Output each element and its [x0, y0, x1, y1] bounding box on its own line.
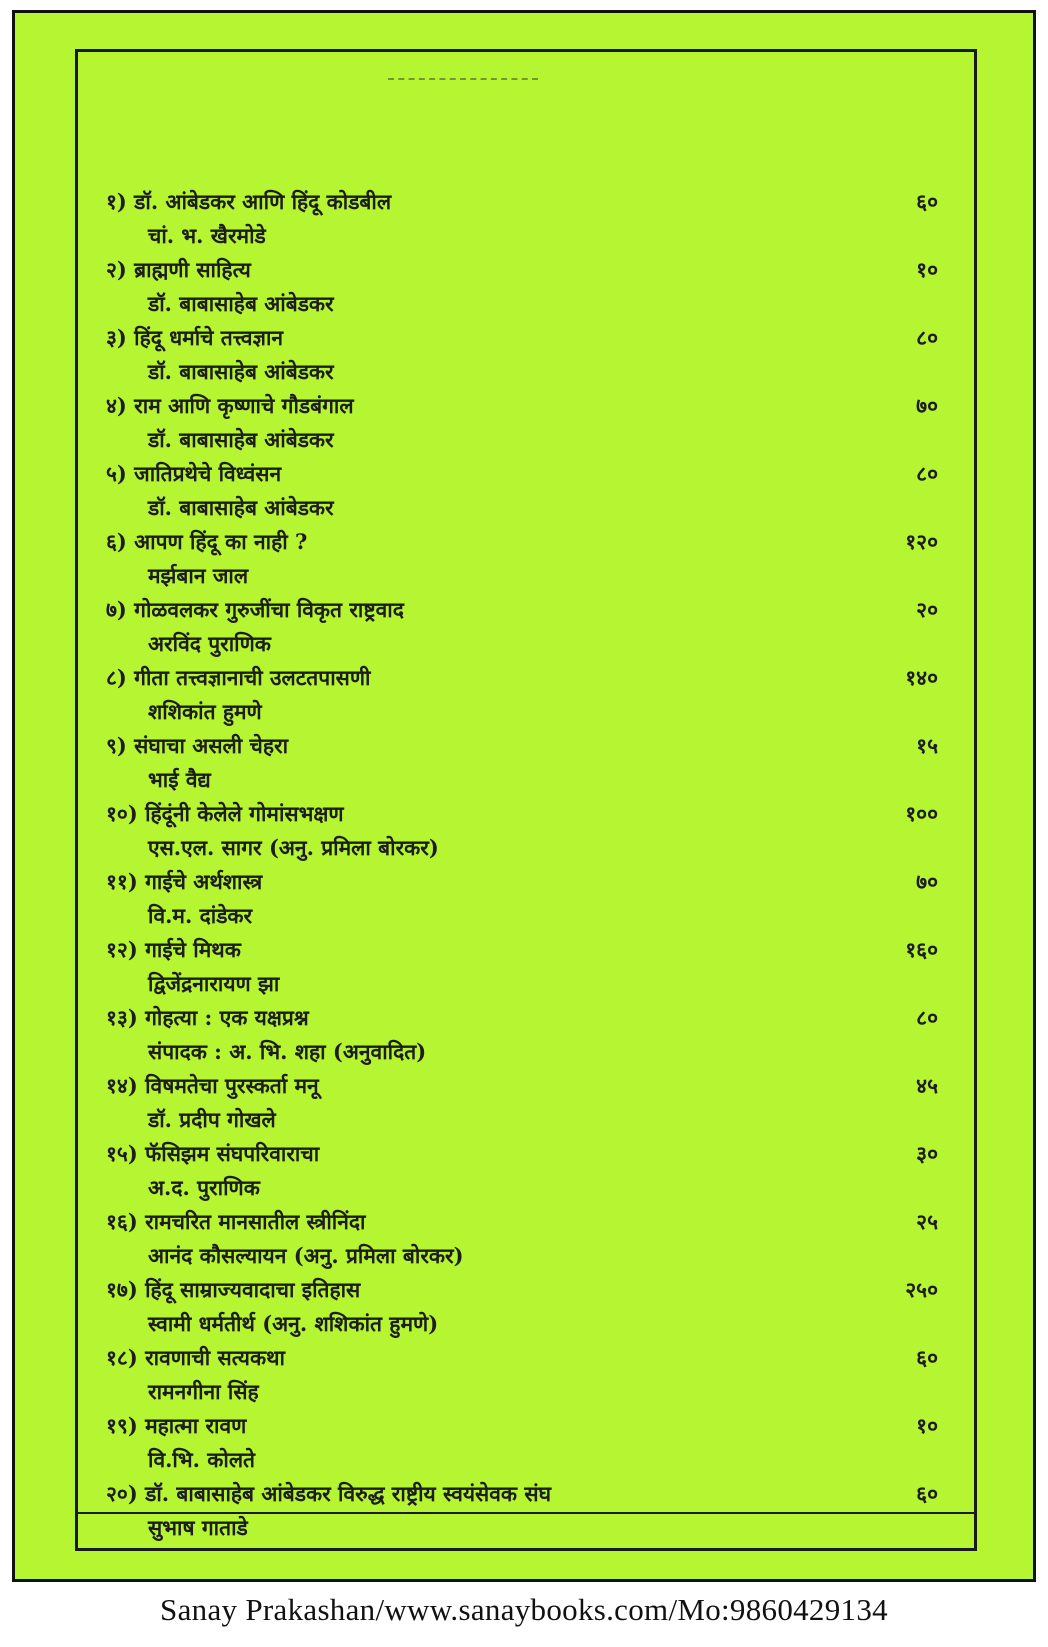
book-title: ७) गोळवलकर गुरुजींचा विकृत राष्ट्रवाद — [106, 597, 404, 622]
book-author: डॉ. बाबासाहेब आंबेडकर — [148, 359, 334, 384]
book-entry — [106, 460, 938, 528]
book-author: डॉ. बाबासाहेब आंबेडकर — [148, 291, 334, 316]
book-title: ९) संघाचा असली चेहरा — [106, 733, 289, 758]
book-entry — [106, 1140, 938, 1208]
book-entry — [106, 528, 938, 596]
book-price: १२० — [905, 529, 938, 554]
book-price: १० — [916, 1413, 938, 1438]
book-price: ७० — [916, 869, 938, 894]
book-price: १० — [916, 257, 938, 282]
book-price: २५० — [905, 1277, 938, 1302]
book-author: अरविंद पुराणिक — [148, 631, 271, 656]
book-title: १) डॉ. आंबेडकर आणि हिंदू कोडबील — [106, 189, 392, 214]
frame-divider — [78, 1512, 974, 1514]
book-entry — [106, 1004, 938, 1072]
book-title: १२) गाईचे मिथक — [106, 937, 241, 962]
book-entry — [106, 1072, 938, 1140]
book-author: सुभाष गाताडे — [148, 1515, 248, 1540]
book-title: १०) हिंदूंनी केलेले गोमांसभक्षण — [106, 801, 344, 826]
book-author: भाई वैद्य — [148, 767, 211, 792]
book-price: ८० — [916, 1005, 938, 1030]
book-title: २) ब्राह्मणी साहित्य — [106, 257, 251, 282]
book-entry — [106, 392, 938, 460]
content-frame — [75, 49, 977, 1551]
book-author: डॉ. बाबासाहेब आंबेडकर — [148, 495, 334, 520]
book-price: ६० — [916, 1481, 938, 1506]
book-price: ३० — [916, 1141, 938, 1166]
book-entry — [106, 324, 938, 392]
book-author: द्विजेंद्रनारायण झा — [148, 971, 280, 996]
book-price: २० — [916, 597, 938, 622]
book-title: २०) डॉ. बाबासाहेब आंबेडकर विरुद्ध राष्ट्रीय स्वयंसेवक संघ — [106, 1481, 551, 1506]
book-title: ५) जातिप्रथेचे विध्वंसन — [106, 461, 282, 486]
book-author: वि.म. दांडेकर — [148, 903, 253, 928]
book-entry — [106, 1344, 938, 1412]
book-price: १६० — [905, 937, 938, 962]
book-price: १०० — [905, 801, 938, 826]
book-author: संपादक : अ. भि. शहा (अनुवादित) — [148, 1039, 427, 1064]
book-title: ४) राम आणि कृष्णाचे गौडबंगाल — [106, 393, 354, 418]
book-entry — [106, 936, 938, 1004]
book-title: १३) गोहत्या : एक यक्षप्रश्न — [106, 1005, 309, 1030]
book-price: ७० — [916, 393, 938, 418]
book-author: डॉ. प्रदीप गोखले — [148, 1107, 276, 1132]
top-ornament — [388, 78, 538, 80]
book-entry — [106, 1208, 938, 1276]
book-entry — [106, 732, 938, 800]
book-author: मर्झबान जाल — [148, 563, 249, 588]
book-entry — [106, 188, 938, 256]
book-price: ८० — [916, 461, 938, 486]
book-author: वि.भि. कोलते — [148, 1447, 256, 1472]
publisher-footer: Sanay Prakashan/www.sanaybooks.com/Mo:9860429134 — [160, 1592, 888, 1627]
book-price: १५ — [916, 733, 938, 758]
book-entry — [106, 868, 938, 936]
book-title: १९) महात्मा रावण — [106, 1413, 247, 1438]
book-price: ६० — [916, 1345, 938, 1370]
book-entry — [106, 664, 938, 732]
book-author: शशिकांत हुमणे — [148, 699, 262, 724]
book-entry — [106, 596, 938, 664]
book-title: १५) फॅसिझम संघपरिवाराचा — [106, 1141, 320, 1166]
book-price: ८० — [916, 325, 938, 350]
book-entry — [106, 256, 938, 324]
book-author: रामनगीना सिंह — [148, 1379, 259, 1404]
book-price: २५ — [916, 1209, 938, 1234]
book-price: ४५ — [916, 1073, 938, 1098]
book-price: ६० — [916, 189, 938, 214]
book-title: १८) रावणाची सत्यकथा — [106, 1345, 285, 1370]
book-title: १७) हिंदू साम्राज्यवादाचा इतिहास — [106, 1277, 361, 1302]
book-title: ६) आपण हिंदू का नाही ? — [106, 529, 308, 554]
book-title: १४) विषमतेचा पुरस्कर्ता मनू — [106, 1073, 319, 1098]
book-author: आनंद कौसल्यायन (अनु. प्रमिला बोरकर) — [148, 1243, 464, 1268]
book-back-cover — [12, 10, 1036, 1582]
book-author: डॉ. बाबासाहेब आंबेडकर — [148, 427, 334, 452]
book-title: ११) गाईचे अर्थशास्त्र — [106, 869, 263, 894]
book-price: १४० — [905, 665, 938, 690]
book-entry — [106, 1480, 938, 1548]
book-author: एस.एल. सागर (अनु. प्रमिला बोरकर) — [148, 835, 439, 860]
book-entry — [106, 1276, 938, 1344]
book-list — [106, 188, 938, 1548]
book-title: ८) गीता तत्त्वज्ञानाची उलटतपासणी — [106, 665, 371, 690]
book-author: अ.द. पुराणिक — [148, 1175, 260, 1200]
book-title: ३) हिंदू धर्माचे तत्त्वज्ञान — [106, 325, 284, 350]
book-entry — [106, 800, 938, 868]
book-entry — [106, 1412, 938, 1480]
book-author: स्वामी धर्मतीर्थ (अनु. शशिकांत हुमणे) — [148, 1311, 439, 1336]
book-title: १६) रामचरित मानसातील स्त्रीनिंदा — [106, 1209, 366, 1234]
book-author: चां. भ. खैरमोडे — [148, 223, 266, 248]
